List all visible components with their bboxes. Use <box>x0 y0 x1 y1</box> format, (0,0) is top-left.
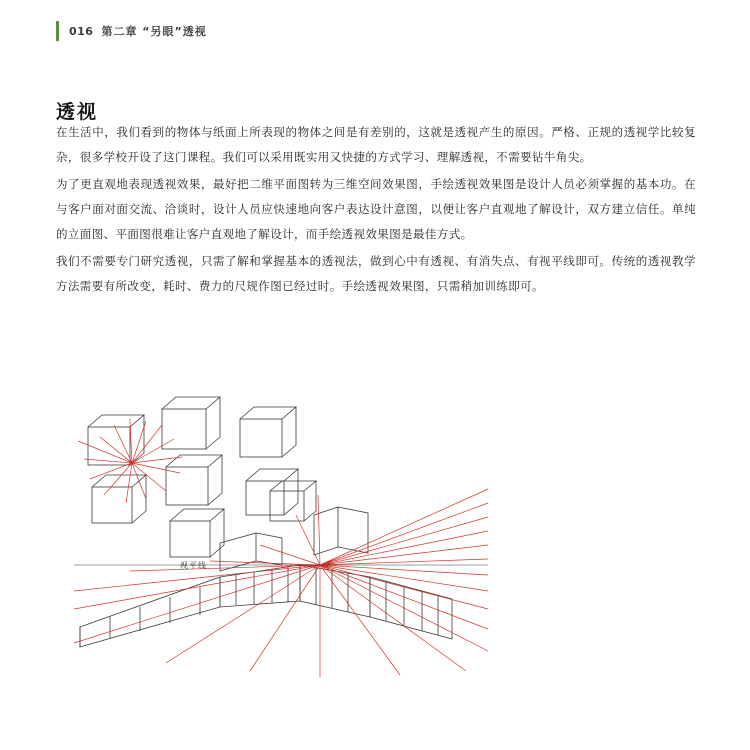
perspective-sketch-svg <box>70 395 490 685</box>
figure-caption: 视平线 <box>180 561 207 570</box>
page-folio: 016 <box>69 24 94 38</box>
building-group <box>80 481 452 647</box>
header-accent-rule <box>56 21 59 41</box>
paragraph: 我们不需要专门研究透视，只需了解和掌握基本的透视法，做到心中有透视、有消失点、有视平线即可。传统的透视教学方法需要有所改变，耗时、费力的尺规作图已经过时。手绘透视效果图，只需稍加训练即可。 <box>56 254 696 293</box>
figure-perspective-sketch <box>70 395 490 685</box>
paragraph: 在生活中，我们看到的物体与纸面上所表现的物体之间是有差别的，这就是透视产生的原因。严格、正规的透视学比较复杂，很多学校开设了这门课程。我们可以采用既实用又快捷的方式学习、理解透视，不需要钻牛角尖。 <box>56 125 696 164</box>
body-copy <box>56 120 696 301</box>
chapter-title: 第二章 “另眼”透视 <box>101 25 207 38</box>
paragraph: 为了更直观地表现透视效果，最好把二维平面图转为三维空间效果图，手绘透视效果图是设计人员必须掌握的基本功。在与客户面对面交流、洽谈时，设计人员应快速地向客户表达设计意图，以便让客户直观地了解设计，双方建立信任。单纯的立面图、平面图很难让客户直观地了解设计，而手绘透视效果图是最佳方式。 <box>56 177 696 241</box>
page-title: 透视 <box>56 100 99 123</box>
vanishing-point-rays-center <box>74 489 488 677</box>
running-header <box>56 20 207 42</box>
